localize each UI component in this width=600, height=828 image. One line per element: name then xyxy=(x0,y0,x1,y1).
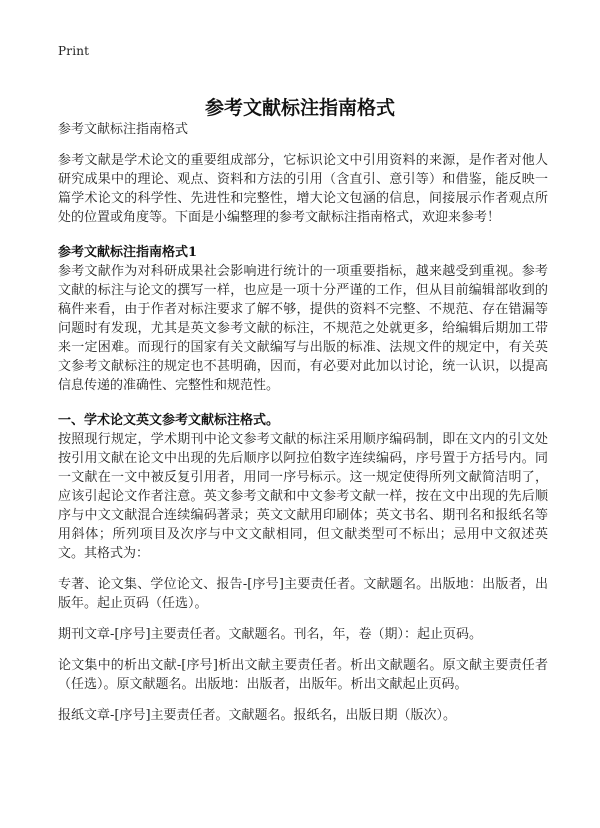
section1-heading: 参考文献标注指南格式1 xyxy=(58,245,198,260)
format-item-journal: 期刊文章-[序号]主要责任者。文献题名。刊名，年，卷（期）：起止页码。 xyxy=(58,627,483,642)
section2-heading: 一、学术论文英文参考文献标注格式。 xyxy=(58,413,280,428)
article-subtitle: 参考文献标注指南格式 xyxy=(58,122,189,137)
section2-paragraph: 按照现行规定，学术期刊中论文参考文献的标注采用顺序编码制，即在文内的引文处按引用文献在论文中出现的先后顺序以阿拉伯数字连续编码，序号置于方括号内。同一文献在一文中被反复引用者，用同一序号标示。这一规定使得所列文献简洁明了，应该引起论文作者注意。英文参考文献和中文参考文献一样，按在文中出现的先后顺序与中文文献混合连续编码著录；英文文献用印刷体；英文书名、期刊名和报纸名等用斜体；所列项目及次序与中文文献相同，但文献类型可不标出；忌用中文叙述英文。其格式为： xyxy=(58,432,548,561)
article-body xyxy=(58,120,548,725)
print-link[interactable]: Print xyxy=(58,44,90,58)
section1-paragraph: 参考文献作为对科研成果社会影响进行统计的一项重要指标，越来越受到重视。参考文献的标注与论文的撰写一样，也应是一项十分严谨的工作，但从目前编辑部收到的稿件来看，由于作者对标注要求了解不够，提供的资料不完整、不规范、存在错漏等问题时有发现，尤其是英文参考文献的标注，不规范之处就更多，给编辑后期加工带来一定困难。而现行的国家有关文献编写与出版的标准、法规文件的规定中，有关英文参考文献标注的规定也不甚明确，因而，有必要对此加以讨论，统一认识，以提高信息传递的准确性、完整性和规范性。 xyxy=(58,264,548,393)
format-item-monograph: 专著、论文集、学位论文、报告-[序号]主要责任者。文献题名。出版地：出版者，出版年。起止页码（任选）。 xyxy=(58,577,548,611)
intro-paragraph: 参考文献是学术论文的重要组成部分，它标识论文中引用资料的来源，是作者对他人研究成果中的理论、观点、资料和方法的引用（含直引、意引等）和借鉴，能反映一篇学术论文的科学性、先进性和完整性，增大论文包涵的信息，间接展示作者观点所处的位置或角度等。下面是小编整理的参考文献标注指南格式，欢迎来参考！ xyxy=(58,153,548,225)
format-item-newspaper: 报纸文章-[序号]主要责任者。文献题名。报纸名，出版日期（版次）。 xyxy=(58,708,457,723)
format-item-collection: 论文集中的析出文献-[序号]析出文献主要责任者。析出文献题名。原文献主要责任者（任选）。原文献题名。出版地：出版者，出版年。析出文献起止页码。 xyxy=(58,658,548,692)
page-title: 参考文献标注指南格式 xyxy=(204,96,395,119)
